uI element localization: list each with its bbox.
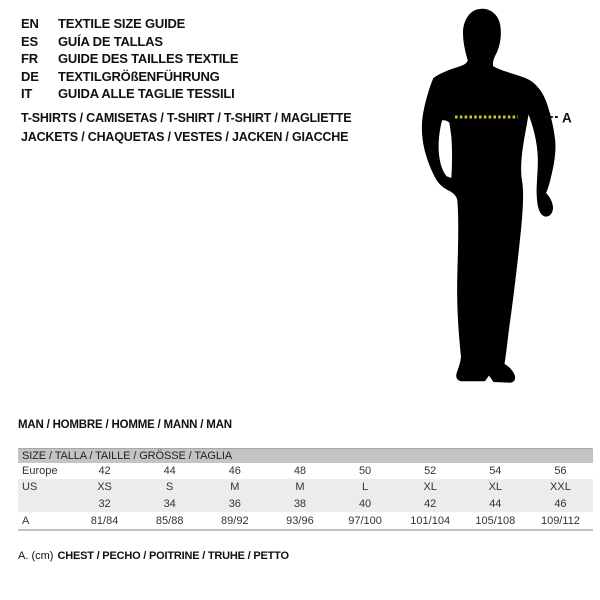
language-row bbox=[21, 50, 238, 68]
language-title: TEXTILGRÖßENFÜHRUNG bbox=[58, 68, 220, 84]
size-cell: 46 bbox=[528, 495, 593, 512]
language-code: EN bbox=[21, 16, 39, 32]
language-title: GUIDA ALLE TAGLIE TESSILI bbox=[58, 86, 235, 102]
footnote-text: CHEST / PECHO / POITRINE / TRUHE / PETTO bbox=[57, 550, 289, 562]
size-cell: 46 bbox=[228, 465, 241, 477]
size-cell: 81/84 bbox=[72, 512, 137, 530]
row-label: A bbox=[18, 512, 72, 530]
size-cell: 93/96 bbox=[267, 512, 332, 530]
size-cell: 42 bbox=[98, 465, 111, 477]
size-cell: XXL bbox=[528, 479, 593, 495]
size-cell: 89/92 bbox=[202, 512, 267, 530]
size-cell: M bbox=[202, 479, 267, 495]
language-code: DE bbox=[21, 68, 39, 84]
language-code: ES bbox=[21, 33, 38, 49]
language-row bbox=[21, 33, 238, 51]
size-cell: 34 bbox=[137, 495, 202, 512]
size-table bbox=[18, 448, 593, 531]
language-code: IT bbox=[21, 86, 33, 102]
size-cell: XL bbox=[463, 479, 528, 495]
size-cell: 32 bbox=[72, 495, 137, 512]
size-cell: 101/104 bbox=[398, 512, 463, 530]
size-cell: 48 bbox=[293, 465, 307, 477]
language-row bbox=[21, 85, 238, 103]
table-row-us bbox=[18, 479, 593, 495]
size-cell: 56 bbox=[554, 465, 567, 477]
size-cell: 54 bbox=[489, 465, 502, 477]
row-label bbox=[18, 495, 72, 512]
language-row bbox=[21, 68, 238, 86]
size-cell: 44 bbox=[463, 495, 528, 512]
measurement-footnote bbox=[18, 550, 289, 562]
language-row bbox=[21, 15, 238, 33]
row-label: Europe bbox=[22, 465, 58, 477]
size-cell: 38 bbox=[267, 495, 332, 512]
table-row-europe bbox=[18, 463, 593, 479]
size-cell: 42 bbox=[398, 495, 463, 512]
man-silhouette-figure bbox=[395, 0, 600, 410]
language-title: GUÍA DE TALLAS bbox=[58, 33, 163, 49]
category-line-jackets: JACKETS / CHAQUETAS / VESTES / JACKEN / GIACCHE bbox=[21, 130, 349, 144]
size-cell: 97/100 bbox=[333, 512, 398, 530]
table-row-us-numeric bbox=[18, 495, 593, 512]
size-cell: 50 bbox=[358, 465, 372, 477]
size-cell: 105/108 bbox=[463, 512, 528, 530]
row-label: US bbox=[18, 479, 72, 495]
size-cell: 40 bbox=[333, 495, 398, 512]
category-line-tshirts: T-SHIRTS / CAMISETAS / T-SHIRT / T-SHIRT / MAGLIETTE bbox=[21, 111, 352, 125]
size-cell: XS bbox=[72, 479, 137, 495]
size-cell: 85/88 bbox=[137, 512, 202, 530]
marker-label: A bbox=[562, 110, 572, 126]
language-list bbox=[21, 15, 238, 103]
size-cell: L bbox=[333, 479, 398, 495]
size-table-header: SIZE / TALLA / TAILLE / GRÖSSE / TAGLIA bbox=[18, 449, 593, 464]
size-cell: S bbox=[137, 479, 202, 495]
table-row-a-chest bbox=[18, 512, 593, 530]
size-cell: 44 bbox=[163, 465, 176, 477]
language-title: TEXTILE SIZE GUIDE bbox=[58, 16, 186, 32]
footnote-prefix: A. (cm) bbox=[18, 550, 54, 562]
size-cell: 36 bbox=[202, 495, 267, 512]
size-cell: 109/112 bbox=[528, 512, 593, 530]
language-title: GUIDE DES TAILLES TEXTILE bbox=[58, 51, 239, 67]
size-cell: 52 bbox=[424, 465, 437, 477]
size-cell: M bbox=[267, 479, 332, 495]
language-code: FR bbox=[21, 51, 38, 67]
category-lines bbox=[21, 109, 351, 147]
size-table-header-row bbox=[18, 449, 593, 464]
size-cell: XL bbox=[398, 479, 463, 495]
section-title-man: MAN / HOMBRE / HOMME / MANN / MAN bbox=[18, 419, 232, 431]
man-silhouette bbox=[422, 9, 556, 383]
